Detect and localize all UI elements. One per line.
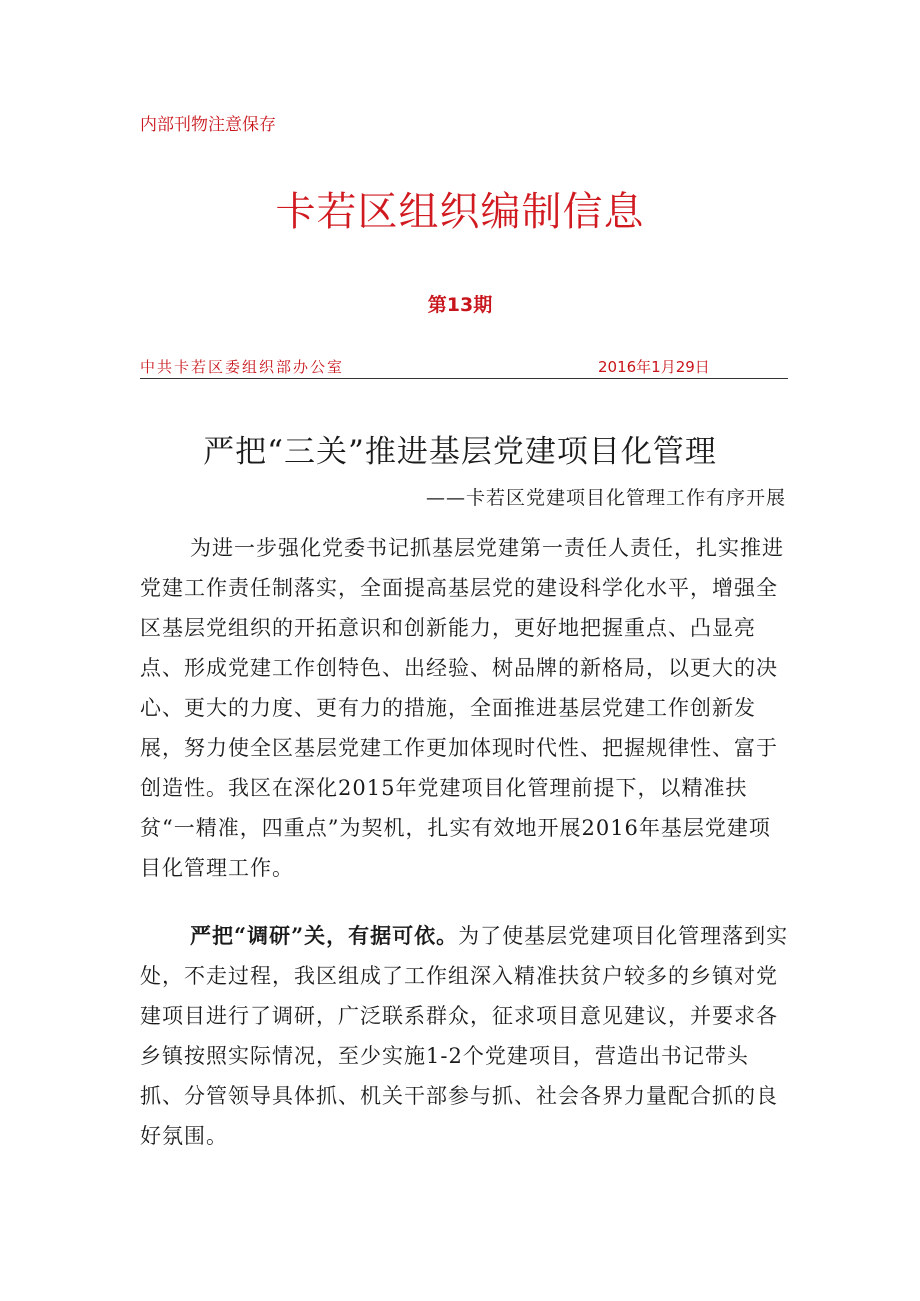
internal-notice: 内部刊物注意保存 — [140, 115, 276, 135]
article-paragraph-2 — [140, 916, 790, 1156]
issue-date: 2016年1月29日 — [598, 358, 710, 376]
article-title: 严把“三关”推进基层党建项目化管理 — [203, 434, 717, 470]
masthead-title: 卡若区组织编制信息 — [275, 189, 645, 235]
article-subtitle: ——卡若区党建项目化管理工作有序开展 — [425, 487, 786, 509]
paragraph-2-text: 为了使基层党建项目化管理落到实处，不走过程，我区组成了工作组深入精准扶贫户较多的乡镇对党建项目进行了调研，广泛联系群众，征求项目意见建议，并要求各乡镇按照实际情况，至少实施1-2个党建项目，营造出书记带头抓、分管领导具体抓、机关干部参与抓、社会各界力量配合抓的良好氛围。 — [140, 924, 789, 1148]
paragraph-1-text: 为进一步强化党委书记抓基层党建第一责任人责任，扎实推进党建工作责任制落实，全面提高基层党的建设科学化水平，增强全区基层党组织的开拓意识和创新能力，更好地把握重点、凸显亮点、形成党建工作创特色、出经验、树品牌的新格局，以更大的决心、更大的力度、更有力的措施，全面推进基层党建工作创新发展，努力使全区基层党建工作更加体现时代性、把握规律性、富于创造性。我区在深化2015年党建项目化管理前提下，以精准扶贫“一精准，四重点”为契机，扎实有效地开展2016年基层党建项目化管理工作。 — [140, 536, 784, 880]
issuing-office: 中共卡若区委组织部办公室 — [140, 358, 345, 376]
article-paragraph-1 — [140, 528, 790, 888]
header-divider — [140, 378, 788, 379]
paragraph-2-lead: 严把“调研”关，有据可依。 — [190, 923, 459, 948]
issue-number: 第13期 — [427, 294, 493, 316]
